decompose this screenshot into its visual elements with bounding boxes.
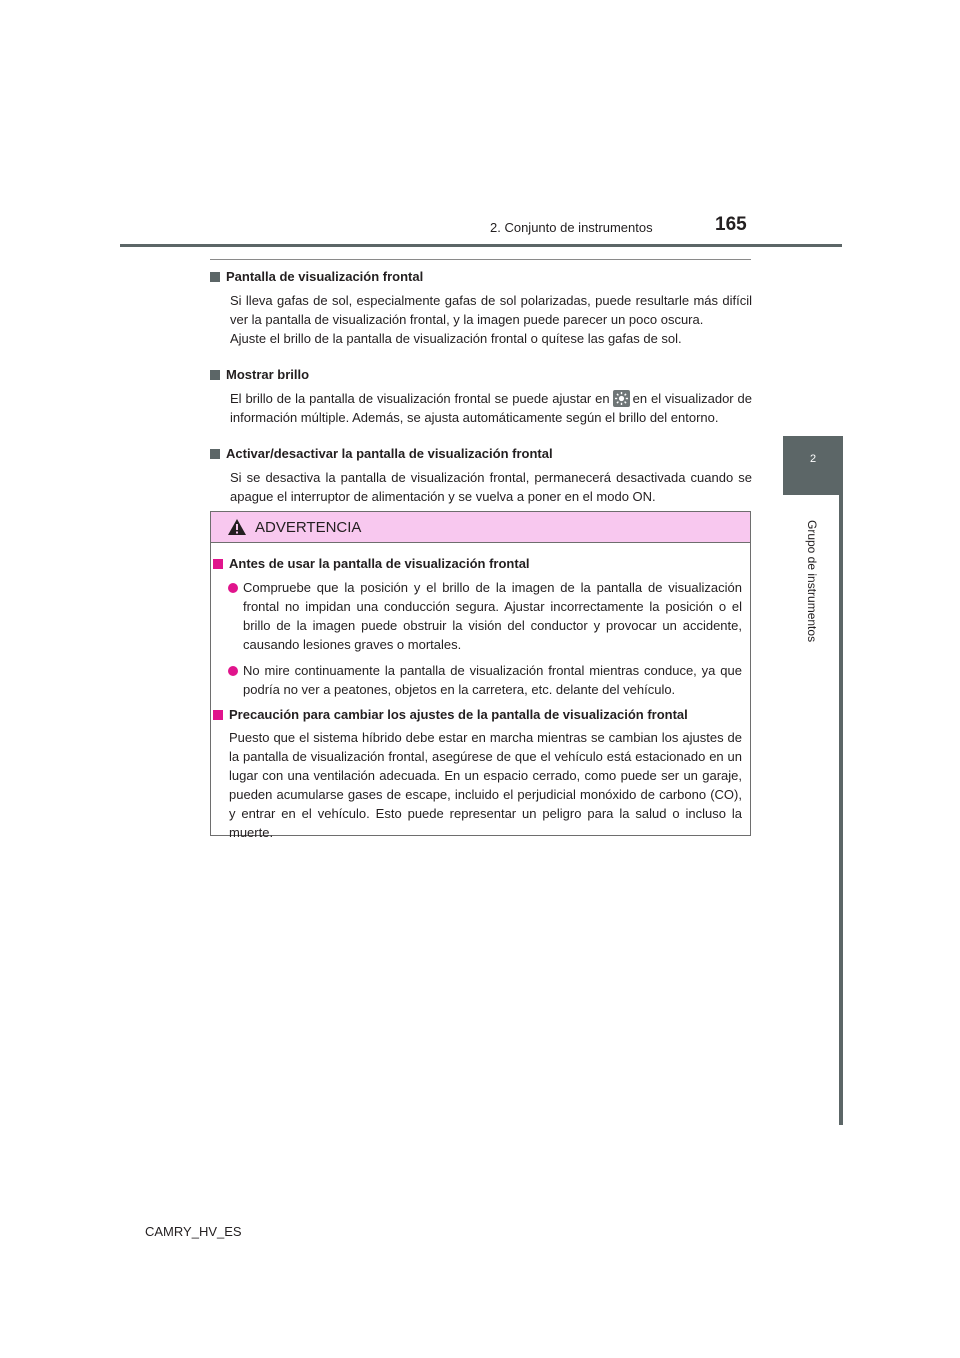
warning-bullet-text: No mire continuamente la pantalla de visualización frontal mientras conduce, ya que podría no ver a peatones, objetos en la carretera, etc. delante del vehículo.: [243, 663, 742, 697]
square-bullet-icon: [213, 559, 223, 569]
round-bullet-icon: [228, 666, 238, 676]
square-bullet-icon: [210, 449, 220, 459]
text-after-icon: en el visualizador de información múltiple. Además, se ajusta automáticamente según el brillo del entorno.: [230, 391, 752, 425]
header-rule: [120, 244, 842, 247]
square-bullet-icon: [210, 370, 220, 380]
section-body: [210, 468, 752, 506]
section-heading-text: Activar/desactivar la pantalla de visualización frontal: [226, 446, 553, 461]
square-bullet-icon: [213, 710, 223, 720]
section-body: [210, 389, 752, 427]
page-number: 165: [715, 214, 747, 235]
brightness-settings-icon: [613, 390, 630, 407]
chapter-side-label: Grupo de instrumentos: [805, 520, 819, 643]
paragraph: [230, 389, 752, 427]
section-body: [210, 291, 752, 348]
warning-box: [210, 511, 751, 840]
section-heading: [210, 365, 752, 385]
chapter-side-bar: [839, 495, 843, 1125]
warning-triangle-icon: [227, 518, 247, 536]
warning-item-heading: [213, 554, 750, 573]
square-bullet-icon: [210, 272, 220, 282]
text-before-icon: El brillo de la pantalla de visualización frontal se puede ajustar en: [230, 391, 610, 406]
paragraph: Si se desactiva la pantalla de visualización frontal, permanecerá desactivada cuando se apague el interruptor de alimentación y se vuelva a poner en el modo ON.: [230, 470, 752, 504]
warning-body: [211, 554, 750, 842]
chapter-title: 2. Conjunto de instrumentos: [490, 220, 653, 235]
warning-bullet-text: Compruebe que la posición y el brillo de la imagen de la pantalla de visualización frontal no impidan una conducción segura. Ajustar incorrectamente la posición o el brillo de la imagen puede obstruir la visión del conductor y provocar un accidente, causando lesiones graves o mortales.: [243, 580, 742, 652]
paragraph: Si lleva gafas de sol, especialmente gafas de sol polarizadas, puede resultarle más difícil ver la pantalla de visualización frontal, y la imagen puede parecer un poco oscura.: [230, 293, 752, 327]
warning-item-body: Puesto que el sistema híbrido debe estar en marcha mientras se cambian los ajustes de la pantalla de visualización frontal, asegúrese de que el vehículo está estacionado en un lugar con una ventilación adecuada. En un espacio cerrado, como puede ser un garaje, pueden acumularse gases de escape, incluido el perjudicial monóxido de carbono (CO), y entrar en el vehículo. Esto puede representar un peligro para la salud o incluso la muerte.: [229, 730, 742, 840]
section-brightness: [210, 365, 752, 427]
warning-item-heading: [213, 705, 750, 724]
warning-header: [211, 512, 750, 543]
section-heading-text: Mostrar brillo: [226, 367, 310, 382]
chapter-tab-number: 2: [809, 453, 817, 465]
document-code: CAMRY_HV_ES: [145, 1224, 242, 1239]
warning-bullet: [211, 578, 750, 654]
section-heading: [210, 267, 752, 287]
warning-title: ADVERTENCIA: [255, 519, 362, 536]
section-rule: [210, 259, 751, 260]
section-toggle-display: [210, 444, 752, 506]
paragraph: Ajuste el brillo de la pantalla de visualización frontal o quítese las gafas de sol.: [230, 331, 682, 346]
round-bullet-icon: [228, 583, 238, 593]
section-heading-text: Pantalla de visualización frontal: [226, 269, 424, 284]
section-head-up-display: [210, 267, 752, 348]
chapter-tab: [783, 436, 843, 495]
warning-bullet: [211, 661, 750, 699]
section-heading: [210, 444, 752, 464]
warning-item-heading-text: Antes de usar la pantalla de visualización frontal: [229, 556, 530, 571]
warning-item-heading-text: Precaución para cambiar los ajustes de la pantalla de visualización frontal: [229, 707, 688, 722]
